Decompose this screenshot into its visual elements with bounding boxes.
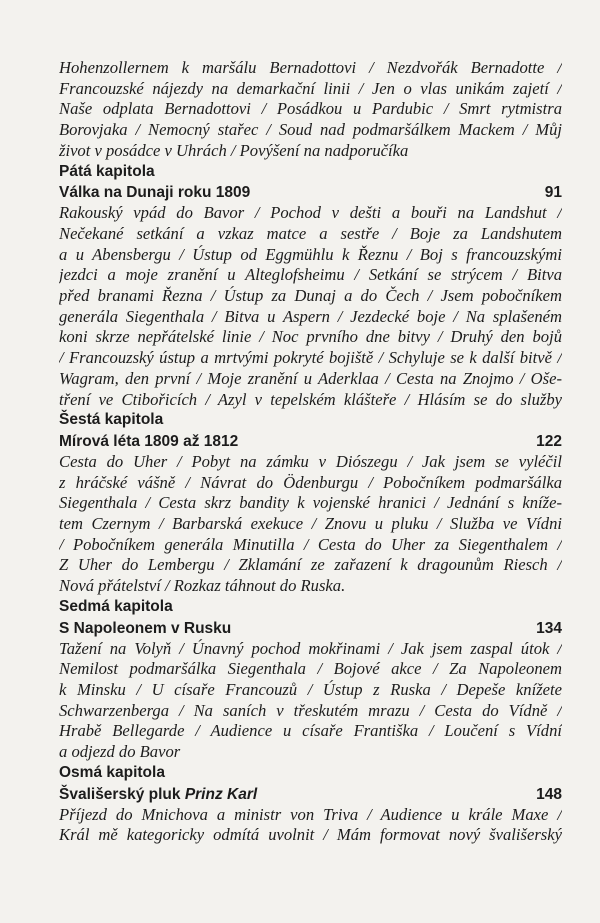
chapter-number: Šestá kapitola <box>59 411 164 429</box>
text-line: Siegenthala / Cesta skrz bandity k vojenské hranici / Jednání s kníže- <box>59 493 562 513</box>
text-line: Schwarzenberga / Na saních v třeskutém mrazu / Cesta do Vídně / <box>59 700 562 720</box>
text-line: generála Siegenthala / Bitva u Aspern / Jezdecké boje / Na splašeném <box>59 306 562 326</box>
text-line: Borovjaka / Nemocný stařec / Soud nad podmaršálkem Mackem / Můj <box>59 120 562 140</box>
text-line: před branami Řezna / Ústup za Dunaj a do Čech / Jsem pobočníkem <box>59 286 562 306</box>
chapter-8 <box>59 763 562 846</box>
page-number: 134 <box>536 619 562 637</box>
chapter-6 <box>59 410 562 597</box>
text-line: / Francouzský ústup a mrtvými pokryté bojiště / Schyluje se k další bitvě / <box>59 348 562 368</box>
text-line: Nečekané setkání a vzkaz matce a sestře / Boje za Landshutem <box>59 223 562 243</box>
text-line: Wagram, den první / Moje zranění u Aderklaa / Cesta na Znojmo / Oše- <box>59 368 562 388</box>
chapter-title: Mírová léta 1809 až 1812 <box>59 432 239 450</box>
text-line: a u Abensbergu / Ústup od Eggmühlu k Řeznu / Boj s francouzskými <box>59 244 562 264</box>
contents-page <box>59 58 562 846</box>
text-line: Francouzské nájezdy na demarkační linii / Jen o vlas unikám zajetí / <box>59 78 562 98</box>
text-line: Král mě kategoricky odmítá uvolnit / Mám formovat nový švališerský <box>59 825 562 845</box>
intro-paragraph <box>59 58 562 162</box>
chapter-title-row <box>59 431 562 452</box>
chapter-title: Válka na Dunaji roku 1809 <box>59 184 251 202</box>
text-line: Tažení na Volyň / Únavný pochod mokřinami / Jak jsem zaspal útok / <box>59 638 562 658</box>
text-line: Nemilost podmaršálka Siegenthala / Bojové akce / Za Napoleonem <box>59 659 562 679</box>
text-line: a odjezd do Bavor <box>59 742 181 762</box>
chapter-number: Osmá kapitola <box>59 763 165 781</box>
text-line: Hrabě Bellegarde / Audience u císaře Františka / Loučení s Vídní <box>59 721 562 741</box>
page-number: 122 <box>536 432 562 450</box>
page-number: 148 <box>536 785 562 803</box>
text-line: Z Uher do Lembergu / Zklamání ze zařazení k dragounům Riesch / <box>59 555 562 575</box>
text-line: / Pobočníkem generála Minutilla / Cesta do Uher za Siegenthalem / <box>59 534 562 554</box>
page-number: 91 <box>544 184 562 202</box>
text-line: tem Czernym / Barbarská exekuce / Znovu u pluku / Služba ve Vídni <box>59 514 562 534</box>
text-line: tření ve Ctibořicích / Azyl v tepelském klášteře / Hlásím se do služby <box>59 389 562 409</box>
text-line: k Minsku / U císaře Francouzů / Ústup z Ruska / Depeše knížete <box>59 679 562 699</box>
chapter-title-row <box>59 784 562 805</box>
text-line: Rakouský vpád do Bavor / Pochod v dešti a bouři na Landshut / <box>59 203 562 223</box>
text-line: koni skrze nepřátelské linie / Noc prvního dne bitvy / Druhý den bojů <box>59 327 562 347</box>
text-line: Nová přátelství / Rozkaz táhnout do Ruska. <box>59 576 346 596</box>
chapter-7 <box>59 597 562 763</box>
text-line: život v posádce v Uhrách / Povýšení na nadporučíka <box>59 140 409 160</box>
text-line: Příjezd do Mnichova a ministr von Triva / Audience u krále Maxe / <box>59 804 562 824</box>
chapter-5 <box>59 162 562 411</box>
chapter-number: Pátá kapitola <box>59 162 155 180</box>
chapter-title-row <box>59 618 562 639</box>
text-line: jezdci a moje zranění u Alteglofsheimu / Setkání se strýcem / Bitva <box>59 265 562 285</box>
chapter-title-row <box>59 182 562 203</box>
text-line: Cesta do Uher / Pobyt na zámku v Diószegu / Jak jsem se vyléčil <box>59 451 562 471</box>
chapter-title: Švališerský pluk Prinz Karl <box>59 785 258 803</box>
text-line: Hohenzollernem k maršálu Bernadottovi / Nezdvořák Bernadotte / <box>59 58 562 77</box>
chapter-title: S Napoleonem v Rusku <box>59 619 232 637</box>
chapter-number: Sedmá kapitola <box>59 597 173 615</box>
text-line: z hráčské vášně / Návrat do Ödenburgu / Pobočníkem podmaršálka <box>59 472 562 492</box>
text-line: Naše odplata Bernadottovi / Posádkou u Pardubic / Smrt rytmistra <box>59 99 562 119</box>
